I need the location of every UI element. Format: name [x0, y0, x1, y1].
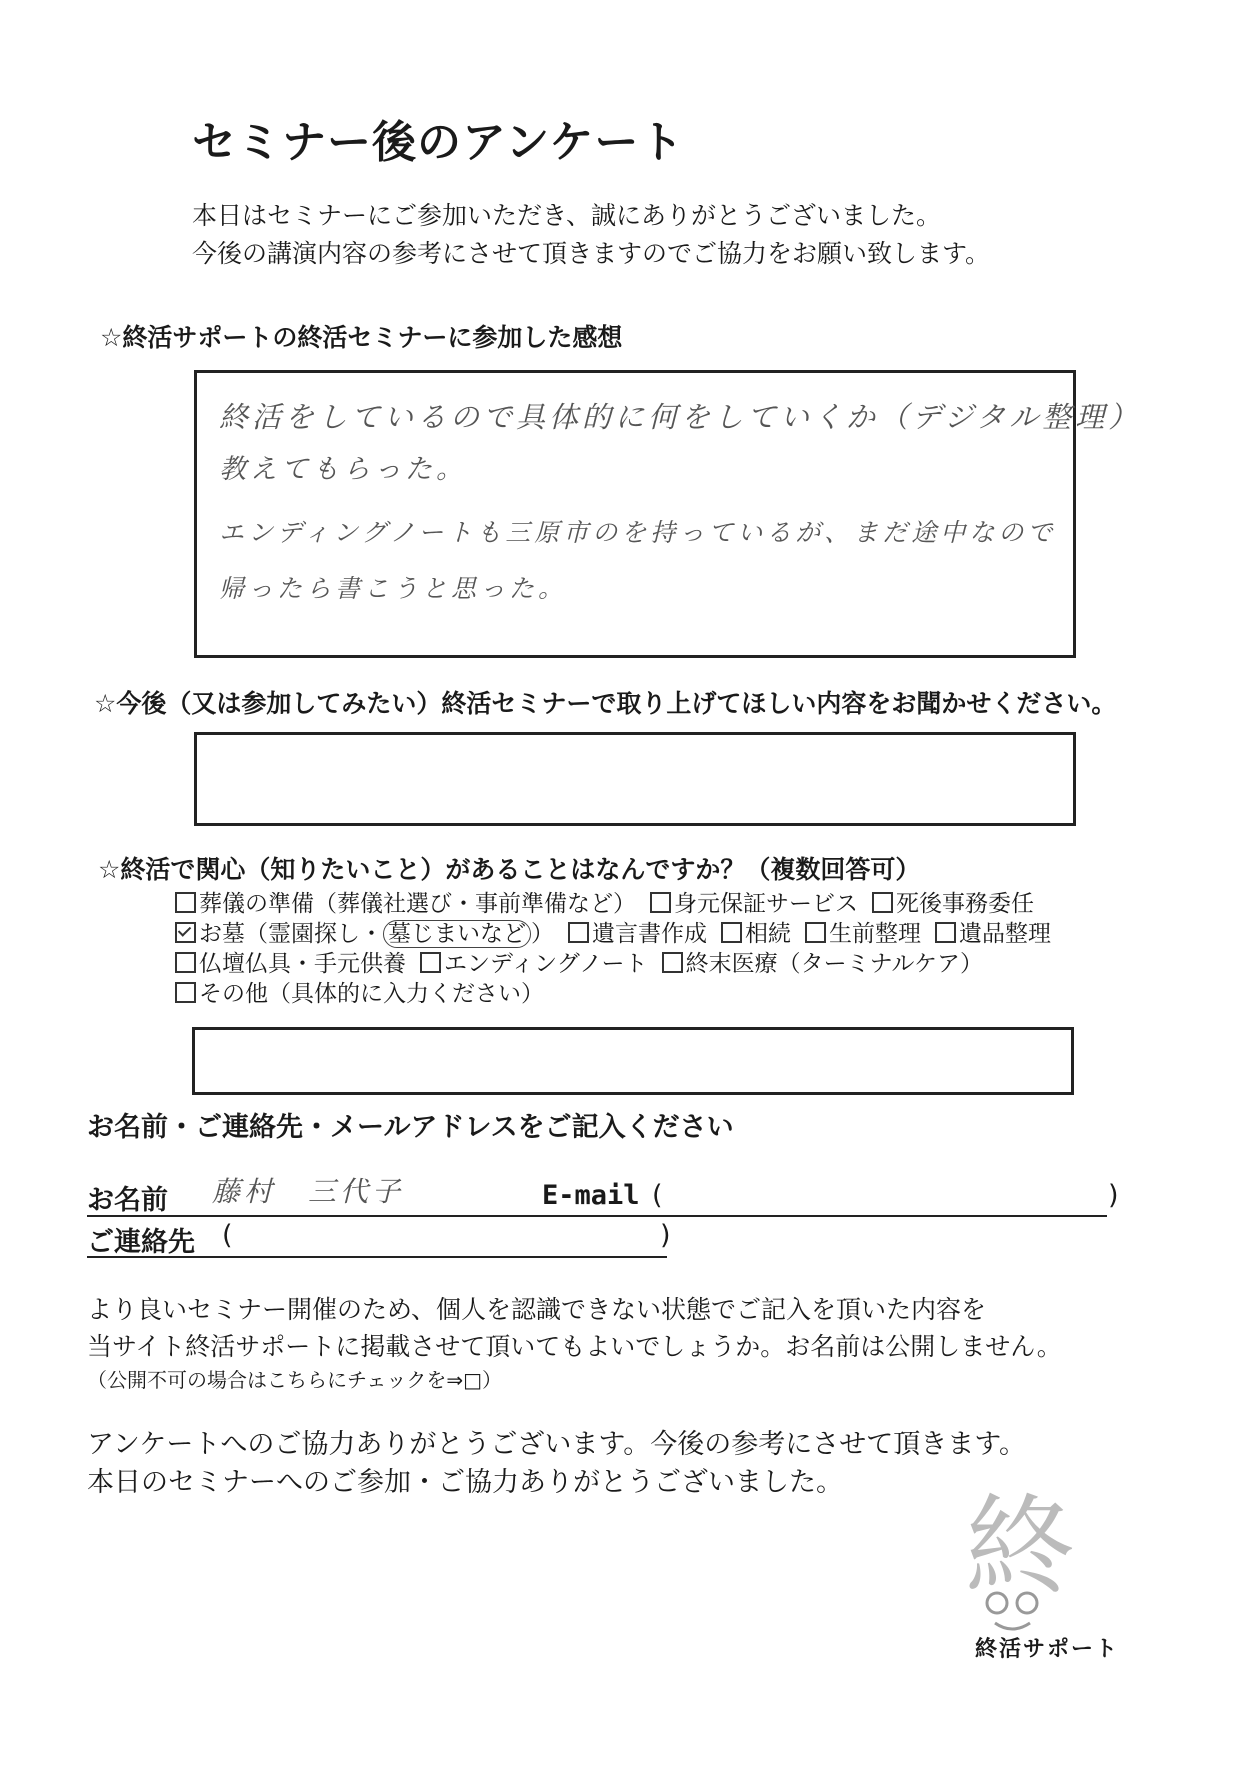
logo	[955, 1485, 1135, 1655]
phone-label: ご連絡先	[87, 1227, 195, 1258]
q1-heading: ☆終活サポートの終活セミナーに参加した感想	[100, 323, 623, 352]
checkbox[interactable]	[650, 892, 671, 913]
logo-glyph: 終	[965, 1485, 1075, 1611]
phone-open-paren: (	[222, 1220, 233, 1251]
checkbox[interactable]	[420, 952, 441, 973]
phone-underline	[87, 1256, 667, 1258]
thanks-line-2: 本日のセミナーへのご参加・ご協力ありがとうございました。	[87, 1467, 843, 1498]
option-belongings-cleanup[interactable]: 遺品整理	[935, 921, 1051, 947]
q3-options-row-4	[175, 975, 558, 1008]
checkbox[interactable]	[175, 892, 196, 913]
checkbox[interactable]	[721, 922, 742, 943]
contact-heading: お名前・ご連絡先・メールアドレスをご記入ください	[87, 1112, 734, 1143]
q1-answer-line-3: エンディングノートも三原市のを持っているが、まだ途中なので	[219, 518, 1057, 547]
email-close-paren: )	[1108, 1180, 1119, 1211]
q3-options-row-1	[175, 885, 1048, 918]
page-title: セミナー後のアンケート	[192, 117, 685, 168]
checkbox[interactable]	[935, 922, 956, 943]
q1-answer-line-2: 教えてもらった。	[219, 454, 467, 485]
intro-line-2: 今後の講演内容の参考にさせて頂きますのでご協力をお願い致します。	[192, 239, 991, 268]
q3-heading: ☆終活で関心（知りたいこと）があることはなんですか？（複数回答可）	[98, 855, 921, 884]
name-email-underline	[87, 1215, 1107, 1217]
intro-line-1: 本日はセミナーにご参加いただき、誠にありがとうございました。	[192, 201, 942, 230]
email-label: E-mail	[542, 1180, 640, 1211]
publish-optout[interactable]: （公開不可の場合はこちらにチェックを⇒□）	[87, 1368, 503, 1392]
q3-options-row-3	[175, 945, 997, 978]
thanks-line-1: アンケートへのご協力ありがとうございます。今後の参考にさせて頂きます。	[87, 1429, 1027, 1460]
q1-answer-box[interactable]	[194, 370, 1142, 658]
publish-note-line-2: 当サイト終活サポートに掲載させて頂いてもよいでしょうか。お名前は公開しません。	[87, 1332, 1062, 1361]
checkbox[interactable]	[662, 952, 683, 973]
q1-answer-line-1: 終活をしているので具体的に何をしていくか（デジタル整理）	[219, 400, 1142, 434]
option-pre-death-cleanup[interactable]: 生前整理	[805, 921, 921, 947]
option-altar[interactable]: 仏壇仏具・手元供養	[175, 951, 406, 977]
logo-smile	[995, 1623, 1030, 1629]
checkbox[interactable]	[568, 922, 589, 943]
name-label: お名前	[87, 1185, 168, 1216]
phone-close-paren: )	[660, 1220, 671, 1251]
checkbox[interactable]	[805, 922, 826, 943]
email-open-paren: (	[652, 1180, 663, 1211]
option-guarantor-service[interactable]: 身元保証サービス	[650, 891, 858, 917]
option-will[interactable]: 遺言書作成	[568, 921, 707, 947]
option-posthumous-affairs[interactable]: 死後事務委任	[872, 891, 1034, 917]
logo-mark	[955, 1485, 1135, 1635]
logo-text: 終活サポート	[975, 1637, 1120, 1662]
option-terminal-care[interactable]: 終末医療（ターミナルケア）	[662, 951, 983, 977]
option-grave[interactable]: お墓（霊園探し・ 墓じまいなど ）	[175, 921, 554, 947]
checkbox[interactable]	[175, 982, 196, 1003]
q1-answer-line-4: 帰ったら書こうと思った。	[219, 574, 568, 603]
option-ending-note[interactable]: エンディングノート	[420, 951, 648, 977]
checkbox-checked[interactable]	[175, 922, 196, 943]
q2-answer-box[interactable]	[194, 732, 1076, 826]
name-value[interactable]: 藤村 三代子	[212, 1175, 405, 1208]
q3-other-box[interactable]	[192, 1027, 1074, 1095]
q3-options-row-2	[175, 915, 1065, 948]
checkbox[interactable]	[872, 892, 893, 913]
q2-heading: ☆今後（又は参加してみたい）終活セミナーで取り上げてほしい内容をお聞かせください。	[94, 689, 1117, 718]
circled-annotation: 墓じまいなど	[383, 920, 531, 948]
checkbox[interactable]	[175, 952, 196, 973]
option-other[interactable]: その他（具体的に入力ください）	[175, 981, 544, 1007]
option-inheritance[interactable]: 相続	[721, 921, 791, 947]
publish-note-line-1: より良いセミナー開催のため、個人を認識できない状態でご記入を頂いた内容を	[87, 1295, 987, 1324]
option-funeral-prep[interactable]: 葬儀の準備（葬儀社選び・事前準備など）	[175, 891, 636, 917]
